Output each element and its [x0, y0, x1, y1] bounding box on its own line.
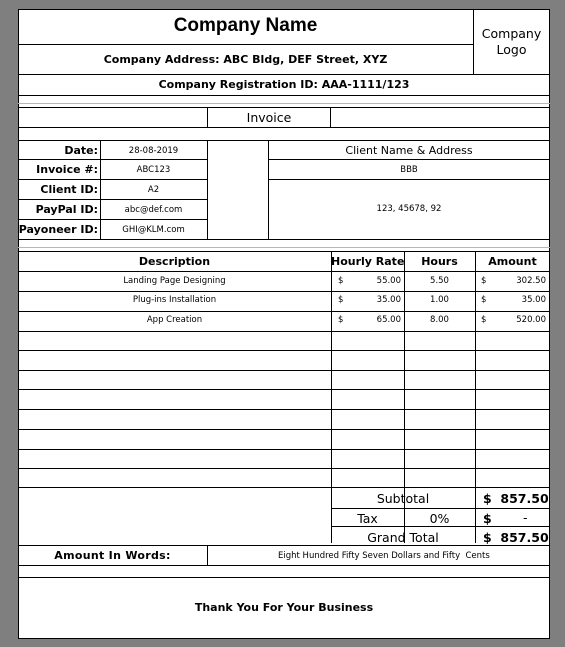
invoice-number-value: ABC123 — [136, 165, 171, 175]
invoice-sheet — [18, 9, 550, 639]
amount-in-words-value: Eight Hundred Fifty Seven Dollars and Fifty Cents — [278, 551, 490, 561]
divider — [18, 429, 550, 430]
amount-in-words-label: Amount In Words: — [54, 549, 171, 562]
client-name: BBB — [400, 165, 418, 175]
divider — [331, 508, 550, 509]
divider — [18, 107, 550, 108]
divider — [18, 291, 550, 292]
subtotal-value: $ 857.50 — [483, 491, 549, 506]
row-amount: 35.00 — [521, 295, 546, 305]
divider — [18, 239, 550, 240]
tax-currency: $ — [483, 511, 492, 526]
divider — [207, 140, 208, 239]
row-rate-currency: $ — [338, 315, 344, 325]
col-amount-header: Amount — [488, 255, 537, 268]
divider — [331, 526, 550, 527]
divider — [18, 219, 207, 220]
row-amount-currency: $ — [481, 315, 487, 325]
payoneer-value: GHI@KLM.com — [122, 225, 185, 235]
row-rate: 35.00 — [376, 295, 401, 305]
divider — [18, 179, 207, 180]
divider — [18, 95, 550, 96]
row-amount-currency: $ — [481, 276, 487, 286]
tax-label: Tax — [357, 511, 378, 526]
divider — [18, 74, 550, 75]
divider — [18, 44, 473, 45]
row-amount: 520.00 — [516, 315, 546, 325]
col-hourly-rate-header: Hourly Rate — [331, 255, 405, 268]
client-heading: Client Name & Address — [345, 144, 473, 157]
date-value: 28-08-2019 — [128, 146, 179, 156]
client-id-label: Client ID: — [40, 183, 98, 196]
col-description-header: Description — [138, 255, 211, 268]
divider — [18, 311, 550, 312]
invoice-title: Invoice — [246, 110, 292, 125]
divider — [18, 370, 550, 371]
divider — [18, 577, 550, 578]
paypal-label: PayPal ID: — [35, 203, 98, 216]
divider — [18, 545, 550, 546]
divider — [207, 545, 208, 565]
divider — [268, 159, 550, 160]
client-address: 123, 45678, 92 — [376, 204, 442, 214]
divider — [18, 247, 550, 248]
divider — [18, 565, 550, 566]
divider — [18, 199, 207, 200]
row-hours: 1.00 — [430, 295, 449, 305]
date-label: Date: — [64, 144, 98, 157]
divider — [18, 140, 550, 141]
divider — [18, 449, 550, 450]
divider — [18, 487, 550, 488]
row-rate: 55.00 — [376, 276, 401, 286]
company-address: Company Address: ABC Bldg, DEF Street, XYZ — [103, 53, 388, 66]
divider — [18, 331, 550, 332]
divider — [18, 389, 550, 390]
row-description: Landing Page Designing — [123, 276, 226, 286]
company-name: Company Name — [173, 15, 318, 36]
row-amount: 302.50 — [516, 276, 546, 286]
company-registration: Company Registration ID: AAA-1111/123 — [158, 78, 410, 91]
company-logo: Company Logo — [481, 26, 542, 57]
row-rate-currency: $ — [338, 295, 344, 305]
grand-total-label: Grand Total — [367, 530, 439, 545]
paypal-value: abc@def.com — [124, 205, 183, 215]
client-id-value: A2 — [147, 185, 160, 195]
col-hours-header: Hours — [421, 255, 458, 268]
divider — [18, 159, 207, 160]
row-hours: 8.00 — [430, 315, 449, 325]
tax-rate: 0% — [429, 511, 450, 526]
divider — [18, 271, 550, 272]
border-bottom — [18, 638, 550, 639]
divider — [18, 468, 550, 469]
row-rate-currency: $ — [338, 276, 344, 286]
row-rate: 65.00 — [376, 315, 401, 325]
divider — [18, 350, 550, 351]
divider — [18, 103, 550, 104]
divider — [268, 179, 550, 180]
row-description: App Creation — [146, 315, 203, 325]
divider — [18, 251, 550, 252]
subtotal-label: Subtotal — [376, 491, 430, 506]
thank-you-message: Thank You For Your Business — [194, 601, 374, 614]
row-amount-currency: $ — [481, 295, 487, 305]
grand-total-value: $ 857.50 — [483, 530, 549, 545]
divider — [18, 127, 550, 128]
divider — [18, 409, 550, 410]
row-description: Plug-ins Installation — [132, 295, 217, 305]
tax-value: - — [523, 510, 528, 525]
invoice-number-label: Invoice #: — [36, 163, 98, 176]
border-top — [18, 9, 550, 10]
payoneer-label: Payoneer ID: — [18, 223, 98, 236]
row-hours: 5.50 — [430, 276, 449, 286]
